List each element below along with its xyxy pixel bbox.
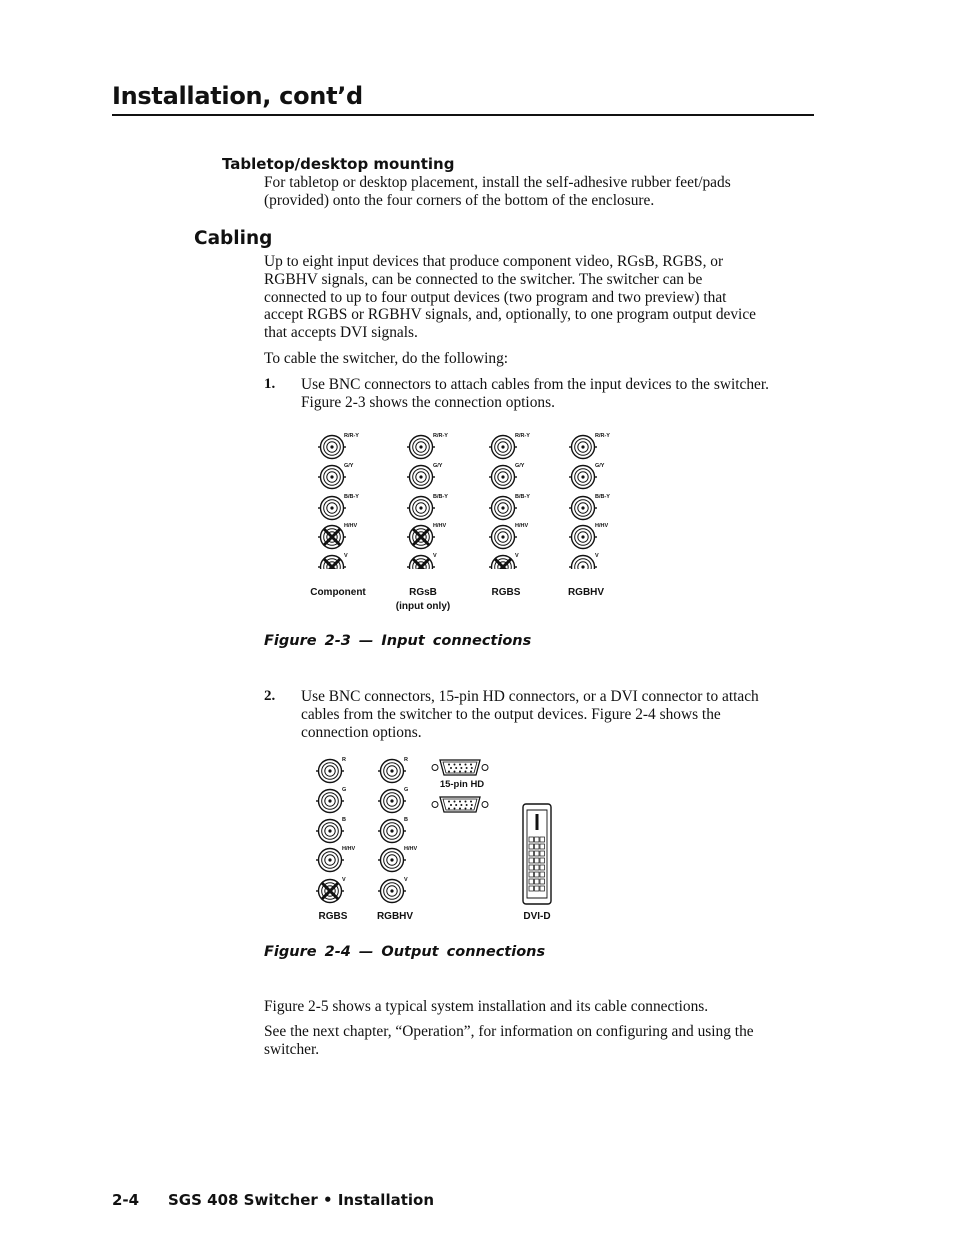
output-connections-diagram — [300, 752, 570, 912]
bnc-connector-14 — [489, 553, 519, 569]
hd15-pin — [454, 764, 456, 766]
hd15-screw-right — [482, 765, 488, 771]
hd15-pin — [450, 767, 452, 769]
dvi-label: DVI-D — [523, 911, 551, 922]
text-line: switcher. — [264, 1040, 320, 1058]
hd15-pin — [460, 767, 462, 769]
bnc-pin — [390, 799, 393, 802]
text-line: connected to up to four output devices (two program and two preview) that — [264, 288, 727, 306]
cabling-intro — [264, 253, 756, 342]
text-line: RGBHV signals, can be connected to the switcher. The switcher can be — [264, 270, 703, 288]
bnc-pin-label: B/B-Y — [433, 494, 448, 500]
hd15-pin — [454, 808, 456, 810]
text-line: (provided) onto the four corners of the bottom of the enclosure. — [264, 191, 655, 209]
bnc-pin-label: R — [342, 757, 346, 763]
input-connections-diagram — [300, 424, 630, 569]
bnc-connector-0 — [316, 757, 346, 783]
bnc-pin-label: H/HV — [404, 846, 418, 852]
bnc-pin-label: V — [342, 877, 346, 883]
bnc-pin — [501, 535, 504, 538]
hd15-pin — [448, 764, 450, 766]
step-1-number: 1. — [264, 376, 276, 392]
hd15-pin — [455, 804, 457, 806]
step-2-text — [301, 688, 759, 741]
bnc-pin — [501, 506, 504, 509]
hd15-pin — [448, 771, 450, 773]
bnc-connector-10 — [489, 433, 530, 459]
hd15-screw-right — [482, 802, 488, 808]
hd15-pin — [465, 808, 467, 810]
bnc-pin-label: G/Y — [515, 463, 525, 469]
bnc-connector-13 — [489, 523, 528, 549]
text-line: that accepts DVI signals. — [264, 324, 418, 342]
output-label-rgbhv: RGBHV — [376, 911, 414, 922]
bnc-pin — [390, 829, 393, 832]
text-line: For tabletop or desktop placement, install the self-adhesive rubber feet/pads — [264, 174, 731, 191]
hd15-pin — [459, 764, 461, 766]
hd15-pin — [459, 771, 461, 773]
bnc-connector-6 — [407, 463, 443, 489]
hd15-screw-left — [432, 802, 438, 808]
bnc-pin-label: V — [433, 553, 437, 559]
input-label-rgsb-note: (input only) — [395, 601, 451, 612]
bnc-connector-7 — [378, 817, 408, 843]
bnc-pin — [330, 475, 333, 478]
bnc-connector-5 — [407, 433, 448, 459]
bnc-connector-9 — [407, 553, 437, 569]
hd15-pin — [466, 767, 468, 769]
bnc-pin — [419, 475, 422, 478]
hd15-pin — [454, 771, 456, 773]
step-2-number: 2. — [264, 688, 276, 704]
hd15-pin — [466, 804, 468, 806]
bnc-pin — [419, 506, 422, 509]
bnc-pin-label: B — [342, 817, 346, 823]
bnc-connector-4 — [316, 877, 346, 903]
bnc-pin — [328, 769, 331, 772]
bnc-connector-17 — [569, 494, 610, 520]
bnc-connector-3 — [318, 523, 357, 549]
hd15-pin — [465, 771, 467, 773]
bnc-pin — [330, 445, 333, 448]
hd15-pin — [460, 804, 462, 806]
bnc-pin-label: G/Y — [433, 463, 443, 469]
text-line: Use BNC connectors to attach cables from the input devices to the switcher. — [301, 376, 770, 393]
text-line: connection options. — [301, 723, 422, 741]
bnc-pin-label: B/B-Y — [344, 494, 359, 500]
hd15-pin — [448, 801, 450, 803]
hd15-pin — [470, 764, 472, 766]
bnc-connector-1 — [316, 787, 346, 813]
hd15-pin — [465, 764, 467, 766]
closing-line-1: Figure 2-5 shows a typical system installation and its cable connections. — [264, 998, 709, 1015]
todo-text: To cable the switcher, do the following: — [264, 350, 509, 367]
bnc-pin-label: H/HV — [344, 523, 358, 529]
bnc-pin — [501, 475, 504, 478]
hd15-pin — [448, 808, 450, 810]
bnc-pin-label: H/HV — [342, 846, 356, 852]
bnc-connector-12 — [489, 494, 530, 520]
bnc-pin-label: H/HV — [515, 523, 529, 529]
input-label-component: Component — [310, 587, 366, 598]
bnc-pin-label: R/R-Y — [515, 433, 530, 439]
bnc-pin-label: R/R-Y — [344, 433, 359, 439]
bnc-pin-label: H/HV — [433, 523, 447, 529]
hd15-connector-1 — [432, 797, 488, 812]
input-label-rgsb: RGsB — [409, 587, 437, 598]
text-line: Figure 2-3 shows the connection options. — [301, 393, 555, 411]
hd15-pin — [455, 767, 457, 769]
bnc-connector-19 — [569, 553, 599, 569]
input-label-rgbhv: RGBHV — [567, 587, 605, 598]
bnc-pin-label: G — [404, 787, 409, 793]
bnc-connector-5 — [378, 757, 408, 783]
bnc-connector-3 — [316, 846, 355, 872]
hd15-pin — [450, 804, 452, 806]
bnc-pin-label: G/Y — [344, 463, 354, 469]
bnc-connector-16 — [569, 463, 605, 489]
hd15-pin — [471, 804, 473, 806]
bnc-pin-label: H/HV — [595, 523, 609, 529]
bnc-pin-label: B/B-Y — [595, 494, 610, 500]
input-label-rgbs: RGBS — [491, 587, 521, 598]
bnc-pin — [330, 506, 333, 509]
bnc-pin — [390, 769, 393, 772]
text-line: See the next chapter, “Operation”, for information on configuring and using the — [264, 1023, 754, 1040]
bnc-pin — [419, 445, 422, 448]
hd15-screw-left — [432, 765, 438, 771]
text-line: Up to eight input devices that produce component video, RGsB, RGBS, or — [264, 253, 724, 270]
bnc-connector-18 — [569, 523, 608, 549]
cabling-heading: Cabling — [194, 228, 273, 249]
bnc-pin-label: V — [595, 553, 599, 559]
dvi-blade — [536, 814, 539, 830]
bnc-connector-2 — [316, 817, 346, 843]
bnc-pin — [328, 858, 331, 861]
bnc-pin — [328, 799, 331, 802]
bnc-pin — [390, 858, 393, 861]
bnc-pin-label: R/R-Y — [433, 433, 448, 439]
page-number: 2-4 — [112, 1191, 140, 1209]
bnc-connector-11 — [489, 463, 525, 489]
text-line: accept RGBS or RGBHV signals, and, optionally, to one program output device — [264, 306, 756, 324]
bnc-connector-8 — [378, 846, 417, 872]
hd15-pin — [471, 767, 473, 769]
hd15-pin — [454, 801, 456, 803]
bnc-pin-label: V — [344, 553, 348, 559]
bnc-pin — [501, 445, 504, 448]
dvi-d-connector — [523, 804, 551, 904]
tabletop-heading: Tabletop/desktop mounting — [222, 155, 455, 173]
text-line: cables from the switcher to the output devices. Figure 2-4 shows the — [301, 705, 721, 723]
hd15-label: 15-pin HD — [439, 779, 485, 790]
bnc-pin — [390, 889, 393, 892]
bnc-pin-label: R/R-Y — [595, 433, 610, 439]
bnc-pin-label: V — [404, 877, 408, 883]
bnc-pin-label: V — [515, 553, 519, 559]
bnc-pin — [581, 565, 584, 568]
text-line: Use BNC connectors, 15-pin HD connectors, or a DVI connector to attach — [301, 688, 759, 705]
bnc-connector-2 — [318, 494, 359, 520]
footer-title: SGS 408 Switcher • Installation — [168, 1191, 435, 1209]
bnc-connector-7 — [407, 494, 448, 520]
bnc-pin-label: R — [404, 757, 408, 763]
page-title: Installation, cont’d — [112, 82, 363, 110]
step-1-text — [301, 376, 769, 412]
bnc-pin — [581, 475, 584, 478]
bnc-connector-15 — [569, 433, 610, 459]
bnc-connector-4 — [318, 553, 348, 569]
hd15-pin — [465, 801, 467, 803]
hd15-pin — [470, 808, 472, 810]
bnc-pin-label: G/Y — [595, 463, 605, 469]
title-rule — [112, 114, 814, 116]
figure-2-3-caption: Figure 2-3 — Input connections — [264, 633, 532, 649]
hd15-pin — [470, 771, 472, 773]
bnc-connector-6 — [378, 787, 408, 813]
figure-2-4-caption: Figure 2-4 — Output connections — [264, 944, 546, 960]
bnc-connector-0 — [318, 433, 359, 459]
closing-text — [264, 1023, 754, 1059]
hd15-pin — [459, 801, 461, 803]
tabletop-text — [264, 174, 731, 210]
bnc-pin — [581, 506, 584, 509]
bnc-pin-label: G — [342, 787, 347, 793]
bnc-pin — [581, 535, 584, 538]
bnc-connector-1 — [318, 463, 354, 489]
bnc-pin — [328, 829, 331, 832]
hd15-pin — [459, 808, 461, 810]
bnc-pin-label: B — [404, 817, 408, 823]
hd15-pin — [470, 801, 472, 803]
bnc-pin — [581, 445, 584, 448]
output-label-rgbs: RGBS — [318, 911, 348, 922]
bnc-connector-9 — [378, 877, 408, 903]
bnc-pin-label: B/B-Y — [515, 494, 530, 500]
hd15-connector-0 — [432, 760, 488, 775]
bnc-connector-8 — [407, 523, 446, 549]
